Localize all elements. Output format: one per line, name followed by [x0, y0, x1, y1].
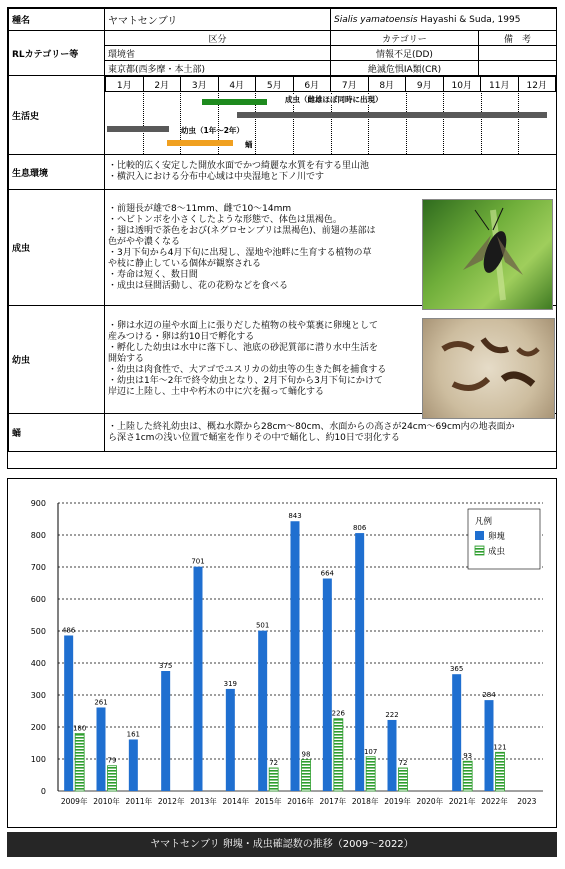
habitat-label: 生息環境 — [9, 155, 105, 190]
egg-bar-label: 664 — [320, 569, 335, 578]
y-tick-label: 700 — [30, 563, 46, 572]
larva-period-label: 幼虫（1年～2年） — [181, 126, 244, 135]
egg-bar-label: 222 — [385, 710, 399, 719]
category-header: カテゴリー — [331, 31, 479, 46]
egg-bar-label: 365 — [449, 665, 464, 674]
egg-bar — [97, 707, 106, 791]
pupa-period-bar — [167, 140, 233, 146]
egg-bar — [388, 720, 397, 791]
x-tick-label: 2021年 — [448, 797, 476, 806]
x-tick-label: 2014年 — [222, 797, 250, 806]
habitat-line: ・横沢入における分布中心域は中央湿地と下ノ川です — [108, 172, 325, 182]
month-header — [105, 76, 556, 92]
adult-bar — [75, 733, 84, 791]
egg-bar-label: 486 — [61, 626, 76, 635]
egg-bar-label: 319 — [223, 679, 238, 688]
legend-label-egg: 卵塊 — [488, 532, 506, 542]
x-tick-label: 2022年 — [481, 797, 508, 806]
legend-title: 凡例 — [475, 517, 493, 527]
adult-line: 色がやや濃くなる — [108, 236, 181, 247]
larva-photo — [422, 318, 555, 419]
larva-period-bar — [237, 112, 547, 118]
legend-label-adult: 成虫 — [488, 547, 506, 557]
month-divider — [481, 91, 482, 154]
x-tick-label: 2013年 — [190, 797, 217, 806]
legend-swatch-egg — [475, 531, 484, 540]
larva-line: ・幼虫は1年～2年で終令幼虫となり、2月下旬から3月下旬にかけて — [108, 376, 383, 386]
adult-line: ・3月下旬から4月下旬に出現し、湿地や池畔に生育する植物の草 — [108, 247, 372, 258]
egg-bar — [226, 689, 235, 791]
pupa-line: ら深さ1cmの浅い位置で蛹室を作りその中で蛹化し、約10日で羽化する — [108, 432, 400, 443]
species-jp-name: ヤマトセンブリ — [105, 9, 331, 31]
survey-bar-chart — [8, 479, 556, 827]
egg-bar-label: 806 — [352, 524, 367, 533]
adult-bar — [399, 768, 408, 791]
y-tick-label: 600 — [30, 595, 46, 604]
rl-category-label: RLカテゴリー等 — [9, 31, 105, 76]
x-tick-label: 2009年 — [60, 797, 88, 806]
adult-line: ・前翅長が雄で8～11mm、雌で10～14mm — [108, 203, 292, 214]
adult-bar-label: 72 — [398, 758, 408, 767]
adult-bar-label: 107 — [363, 747, 378, 756]
adult-bar-label: 98 — [301, 750, 311, 759]
adult-bar — [302, 760, 311, 791]
month-divider — [518, 91, 519, 154]
y-tick-label: 200 — [30, 723, 46, 732]
adult-bar-label: 180 — [72, 724, 87, 733]
adult-bar — [108, 766, 117, 791]
pupa-line: ・上陸した終礼幼虫は、概ね水際から28cm～80cm、水面からの高さが24cm～69cm内の地表面か — [108, 421, 515, 432]
egg-bar-label: 161 — [126, 730, 141, 739]
month-cell: 3月 — [181, 77, 219, 92]
egg-bar-label: 284 — [482, 691, 496, 700]
month-divider — [143, 91, 144, 154]
rl-biko-cell — [479, 46, 557, 61]
larva-line: 岸辺に上陸し、土中や朽木の中に穴を掘って蛹化する — [108, 387, 325, 397]
x-tick-label: 2020年 — [416, 797, 444, 806]
larva-period-bar-early — [107, 126, 169, 132]
adult-line: ・ヘビトンボを小さくしたような形態で、体色は黒褐色。 — [108, 214, 342, 225]
month-cell: 7月 — [331, 77, 369, 92]
species-sci-name — [331, 9, 557, 31]
adult-photo — [422, 199, 553, 310]
month-cell: 8月 — [368, 77, 406, 92]
adult-period-label: 成虫（雌雄ほぼ同時に出現） — [285, 95, 383, 104]
life-history-label: 生活史 — [9, 76, 105, 155]
month-divider — [406, 91, 407, 154]
habitat-line: ・比較的広く安定した開放水面でかつ綺麗な水質を有する里山池 — [108, 161, 370, 171]
egg-bar — [194, 567, 203, 791]
adult-bar-label: 121 — [493, 743, 507, 752]
egg-bar — [291, 521, 300, 791]
egg-bar — [64, 635, 73, 791]
x-tick-label: 2015年 — [254, 797, 282, 806]
larva-line: ・幼虫は肉食性で、大アゴでユスリカの幼虫等の生きた餌を捕食する — [108, 365, 387, 375]
x-tick-label: 2011年 — [125, 797, 153, 806]
pupa-label: 蛹 — [9, 414, 105, 452]
adult-bar-label: 72 — [269, 758, 279, 767]
egg-bar-label: 701 — [191, 557, 205, 566]
x-tick-label: 2016年 — [287, 797, 314, 806]
egg-bar-label: 843 — [288, 512, 302, 521]
adult-label: 成虫 — [9, 190, 105, 306]
adult-insect-illustration — [423, 200, 552, 309]
larva-illustration — [423, 319, 554, 418]
larva-line: ・卵は水辺の崖や水面上に張りだした植物の枝や葉裏に卵塊として — [108, 321, 379, 331]
adult-bar — [269, 768, 278, 791]
habitat-text — [105, 155, 557, 190]
y-tick-label: 100 — [30, 755, 46, 764]
larva-line: ・孵化した幼虫は水中に落下し、池底の砂泥質部に潜り水中生活を — [108, 343, 379, 353]
species-sci-binomial: Sialis yamatoensis — [334, 14, 418, 25]
larva-line: 開始する — [108, 354, 145, 364]
month-divider — [443, 91, 444, 154]
rl-kubun-cell: 環境省 — [105, 46, 331, 61]
survey-chart — [7, 478, 557, 828]
month-cell: 5月 — [256, 77, 294, 92]
larva-label: 幼虫 — [9, 306, 105, 414]
month-cell: 2月 — [143, 77, 181, 92]
legend-swatch-adult — [475, 546, 484, 555]
month-cell: 11月 — [481, 77, 519, 92]
rl-biko-cell — [479, 61, 557, 76]
biko-header: 備 考 — [479, 31, 557, 46]
pupa-period-label: 蛹 — [245, 140, 253, 149]
egg-bar — [129, 739, 138, 791]
species-name-label: 種名 — [9, 9, 105, 31]
adult-line: ・成虫は昼間活動し、花の花粉などを食べる — [108, 280, 289, 291]
rl-category-cell: 絶滅危惧ⅠA類(CR) — [331, 61, 479, 76]
adult-bar — [334, 719, 343, 791]
y-tick-label: 500 — [30, 627, 46, 636]
rl-category-cell: 情報不足(DD) — [331, 46, 479, 61]
adult-bar — [463, 761, 472, 791]
adult-bar-label: 79 — [107, 756, 117, 765]
egg-bar — [452, 674, 461, 791]
month-cell: 12月 — [518, 77, 556, 92]
adult-bar — [366, 757, 375, 791]
adult-bar-label: 226 — [331, 709, 346, 718]
adult-line: ・翅は透明で茶色をおび(ネグロセンブリは黒褐色)、前翅の基部は — [108, 225, 376, 236]
month-cell: 1月 — [106, 77, 144, 92]
y-tick-label: 300 — [30, 691, 46, 700]
adult-period-bar — [202, 99, 267, 105]
egg-bar — [258, 631, 267, 791]
egg-bar-label: 501 — [255, 621, 270, 630]
x-tick-label: 2018年 — [351, 797, 379, 806]
adult-bar-label: 93 — [463, 752, 473, 761]
x-tick-label: 2023 — [517, 797, 537, 806]
y-tick-label: 0 — [40, 787, 46, 796]
month-cell: 9月 — [406, 77, 444, 92]
x-tick-label: 2017年 — [319, 797, 347, 806]
adult-bar — [496, 752, 505, 791]
chart-caption: ヤマトセンブリ 卵塊・成虫確認数の推移（2009～2022） — [7, 832, 557, 857]
egg-bar — [485, 700, 494, 791]
egg-bar-label: 375 — [158, 662, 173, 670]
adult-line: や枝に静止している個体が観察される — [108, 258, 262, 269]
x-tick-label: 2012年 — [157, 797, 185, 806]
rl-kubun-cell: 東京都(西多摩・本土部) — [105, 61, 331, 76]
larva-line: 産みつける・卵は約10日で孵化する — [108, 332, 255, 342]
adult-line: ・寿命は短く、数日間 — [108, 269, 198, 280]
y-tick-label: 800 — [30, 531, 46, 540]
x-tick-label: 2019年 — [384, 797, 411, 806]
life-history-chart — [105, 76, 557, 155]
month-cell: 6月 — [293, 77, 331, 92]
egg-bar-label: 261 — [94, 698, 108, 707]
y-tick-label: 400 — [30, 659, 46, 668]
x-tick-label: 2010年 — [93, 797, 120, 806]
month-cell: 4月 — [218, 77, 256, 92]
month-cell: 10月 — [443, 77, 481, 92]
egg-bar — [161, 671, 170, 791]
egg-bar — [323, 579, 332, 791]
egg-bar — [355, 533, 364, 791]
species-sci-author: Hayashi & Suda, 1995 — [417, 14, 521, 25]
kubun-header: 区分 — [105, 31, 331, 46]
y-tick-label: 900 — [30, 499, 46, 508]
